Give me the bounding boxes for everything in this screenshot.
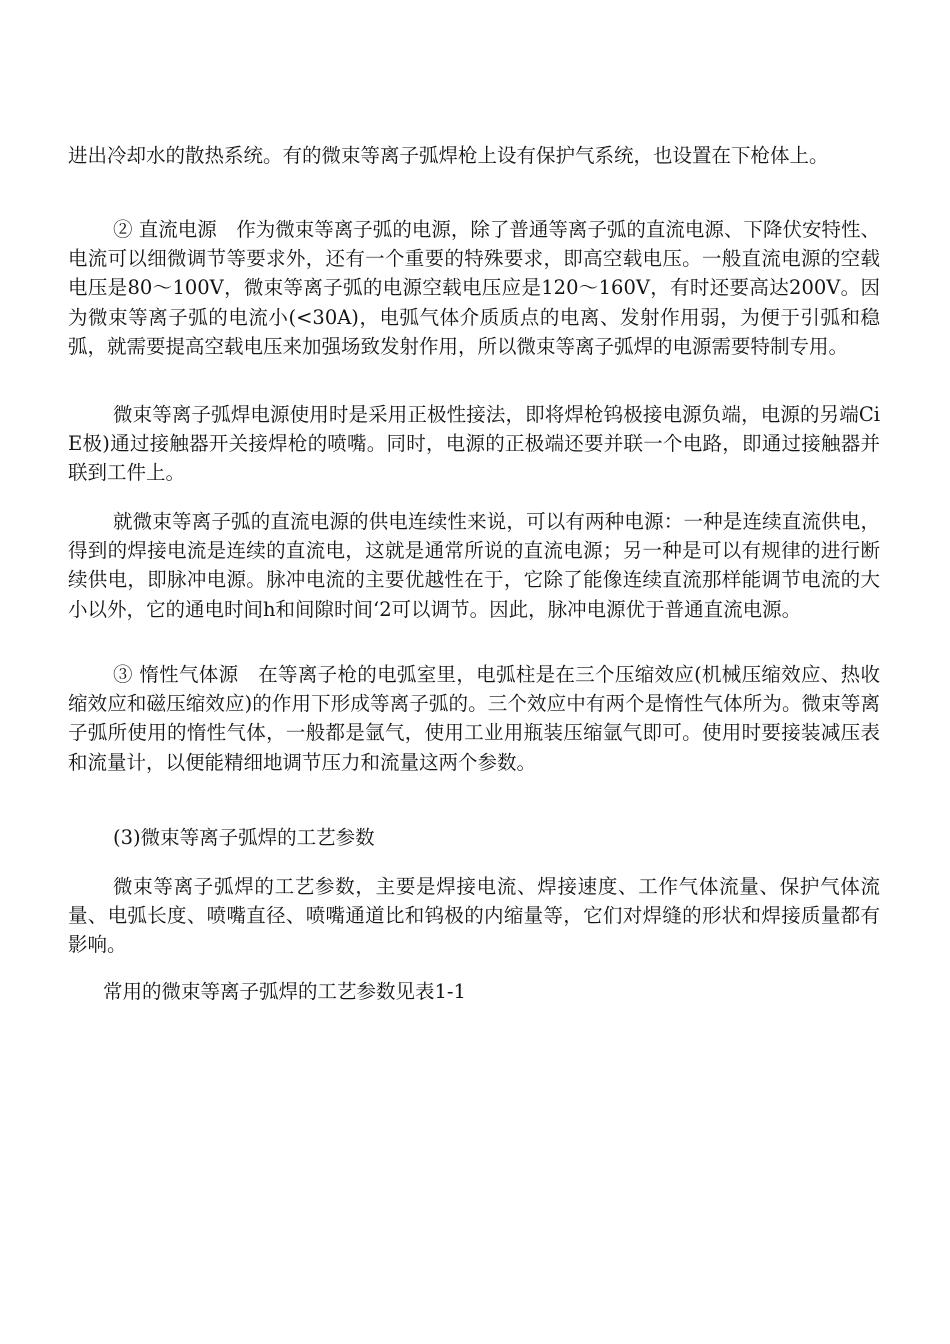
- paragraph-dc-power-source: ② 直流电源 作为微束等离子弧的电源，除了普通等离子弧的直流电源、下降伏安特性、电流可以细微调节等要求外，还有一个重要的特殊要求，即高空载电压。一般直流电源的空载电压是80～100V，微束等离子弧的电源空载电压应是120～160V，有时还要高达200V。因为微束等离子弧的电流小(<30A)，电弧气体介质质点的电离、发射作用弱，为便于引弧和稳弧，就需要提高空载电压来加强场致发射作用，所以微束等离子弧焊的电源需要特制专用。: [68, 218, 880, 358]
- paragraph-table-reference: 常用的微束等离子弧焊的工艺参数见表1-1: [103, 980, 466, 1003]
- paragraph-polarity-connection: 微束等离子弧焊电源使用时是采用正极性接法，即将焊枪钨极接电源负端，电源的另端CiE极)通过接触器开关接焊枪的喷嘴。同时，电源的正极端还要并联一个电路，即通过接触器并联到工件上。: [68, 403, 880, 485]
- paragraph-process-parameters: 微束等离子弧焊的工艺参数，主要是焊接电流、焊接速度、工作气体流量、保护气体流量、电弧长度、喷嘴直径、喷嘴通道比和钨极的内缩量等，它们对焊缝的形状和焊接质量都有影响。: [68, 875, 880, 957]
- paragraph-pulse-power-source: 就微束等离子弧的直流电源的供电连续性来说，可以有两种电源：一种是连续直流供电，得到的焊接电流是连续的直流电，这就是通常所说的直流电源；另一种是可以有规律的进行断续供电，即脉冲电源。脉冲电流的主要优越性在于，它除了能像连续直流那样能调节电流的大小以外，它的通电时间h和间隙时间‘2可以调节。因此，脉冲电源优于普通直流电源。: [68, 510, 880, 621]
- paragraph-cooling-system: 进出冷却水的散热系统。有的微束等离子弧焊枪上设有保护气系统，也设置在下枪体上。: [68, 144, 829, 167]
- section-heading-process-parameters: (3)微束等离子弧焊的工艺参数: [113, 826, 375, 849]
- paragraph-inert-gas-source: ③ 惰性气体源 在等离子枪的电弧室里，电弧柱是在三个压缩效应(机械压缩效应、热收缩效应和磁压缩效应)的作用下形成等离子弧的。三个效应中有两个是惰性气体所为。微束等离子弧所使用的惰性气体，一般都是氩气，使用工业用瓶装压缩氩气即可。使用时要接装减压表和流量计，以便能精细地调节压力和流量这两个参数。: [68, 663, 880, 774]
